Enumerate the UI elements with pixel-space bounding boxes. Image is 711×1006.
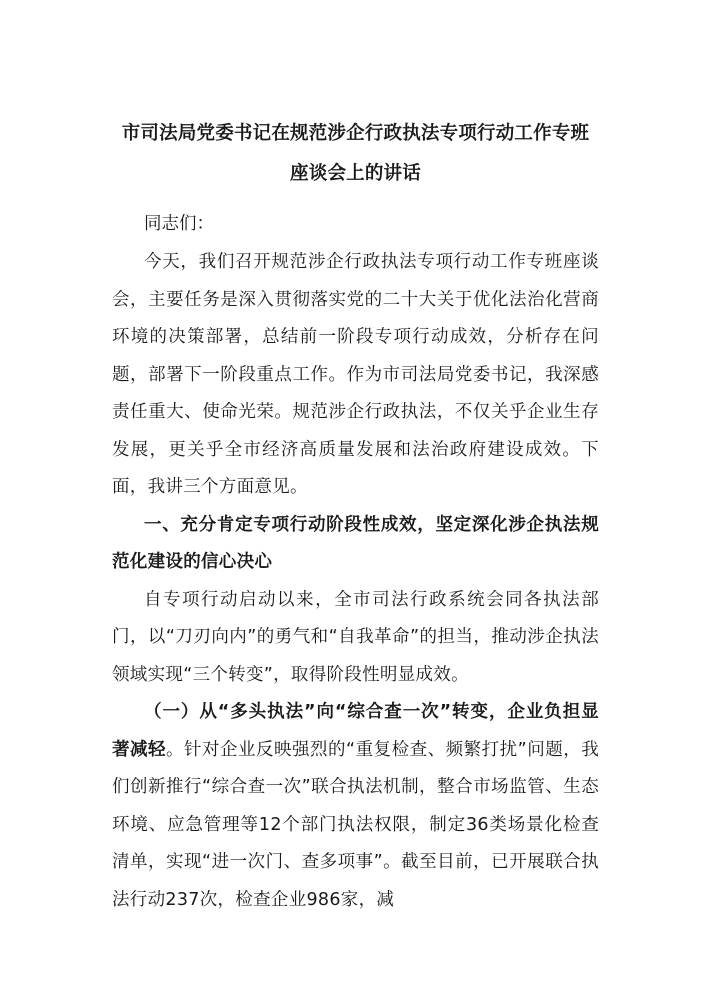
- paragraph-subsection-1: [112, 694, 599, 919]
- subsection-heading-1: （一）从“多头执法”向“综合查一次”转变，企业负担显著减轻: [112, 702, 599, 760]
- section-heading-1: 一、充分肯定专项行动阶段性成效，坚定深化涉企执法规范化建设的信心决心: [112, 514, 599, 572]
- paragraph-achievements: 自专项行动启动以来，全市司法行政系统会同各执法部门，以“刀刃向内”的勇气和“自我革命”的担当，推动涉企执法领域实现“三个转变”，取得阶段性明显成效。: [112, 589, 599, 685]
- subsection-1-text: 。针对企业反映强烈的“重复检查、频繁打扰”问题，我们创新推行“综合查一次”联合执法机制，整合市场监管、生态环境、应急管理等12个部门执法权限，制定36类场景化检查清单，实现“进一次门、查多项事”。截至目前，已开展联合执法行动237次，检查企业986家，减: [112, 739, 599, 910]
- paragraph-intro: 今天，我们召开规范涉企行政执法专项行动工作专班座谈会，主要任务是深入贯彻落实党的二十大关于优化法治化营商环境的决策部署，总结前一阶段专项行动成效，分析存在问题，部署下一阶段重点工作。作为市司法局党委书记，我深感责任重大、使命光荣。规范涉企行政执法，不仅关乎企业生存发展，更关乎全市经济高质量发展和法治政府建设成效。下面，我讲三个方面意见。: [112, 252, 599, 497]
- document-title: [112, 114, 599, 194]
- salutation: 同志们：: [144, 214, 214, 234]
- title-line-1: 市司法局党委书记在规范涉企行政执法专项行动工作专班: [121, 123, 590, 144]
- title-line-2: 座谈会上的讲话: [290, 163, 421, 184]
